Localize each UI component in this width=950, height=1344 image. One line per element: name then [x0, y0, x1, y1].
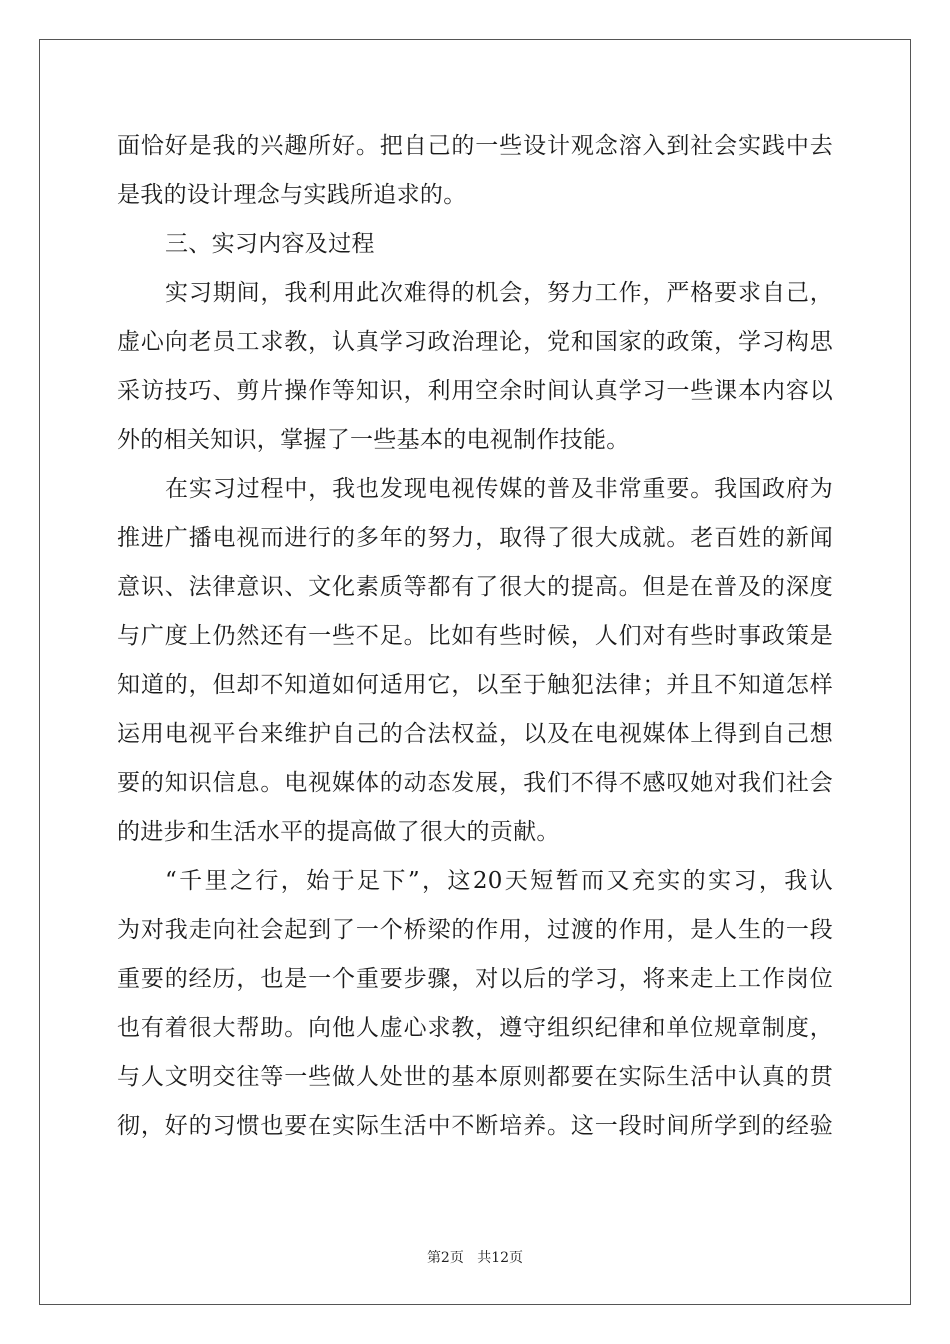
- text-line: 要的知识信息。电视媒体的动态发展，我们不得不感叹她对我们社会: [117, 770, 833, 796]
- page-number-current: 第2页: [426, 1250, 464, 1266]
- text-line: 知道的，但却不知道如何适用它，以至于触犯法律；并且不知道怎样: [117, 672, 833, 698]
- text-line: 也有着很大帮助。向他人虚心求教，遵守组织纪律和单位规章制度，: [117, 1015, 833, 1041]
- text-line: 虚心向老员工求教，认真学习政治理论，党和国家的政策，学习构思: [117, 329, 833, 355]
- text-line: 实习期间，我利用此次难得的机会，努力工作，严格要求自己，: [165, 280, 833, 306]
- text-line: 与广度上仍然还有一些不足。比如有些时候，人们对有些时事政策是: [117, 623, 833, 649]
- text-line: 运用电视平台来维护自己的合法权益，以及在电视媒体上得到自己想: [117, 721, 833, 747]
- text-line: 意识、法律意识、文化素质等都有了很大的提高。但是在普及的深度: [117, 574, 833, 600]
- page-footer: [0, 1247, 950, 1267]
- text-line: 的进步和生活水平的提高做了很大的贡献。: [117, 819, 560, 845]
- text-line: 为对我走向社会起到了一个桥梁的作用，过渡的作用，是人生的一段: [117, 917, 833, 943]
- text-line: 在实习过程中，我也发现电视传媒的普及非常重要。我国政府为: [165, 476, 833, 502]
- text-line: 外的相关知识，掌握了一些基本的电视制作技能。: [117, 427, 630, 453]
- text-line: 是我的设计理念与实践所追求的。: [117, 182, 467, 208]
- text-line: 采访技巧、剪片操作等知识，利用空余时间认真学习一些课本内容以: [117, 378, 833, 404]
- text-line: 彻，好的习惯也要在实际生活中不断培养。这一段时间所学到的经验: [117, 1113, 833, 1139]
- footer-spacer: [464, 1250, 477, 1266]
- text-line: 面恰好是我的兴趣所好。把自己的一些设计观念溶入到社会实践中去: [117, 133, 833, 159]
- text-line: 推进广播电视而进行的多年的努力，取得了很大成就。老百姓的新闻: [117, 525, 833, 551]
- text-line: 与人文明交往等一些做人处世的基本原则都要在实际生活中认真的贯: [117, 1064, 833, 1090]
- page-number-total: 共12页: [477, 1250, 524, 1266]
- document-body: [117, 122, 833, 1151]
- text-line: 三、实习内容及过程: [165, 231, 375, 257]
- text-line: “千里之行，始于足下”，这20天短暂而又充实的实习，我认: [165, 868, 833, 894]
- text-line: 重要的经历，也是一个重要步骤，对以后的学习，将来走上工作岗位: [117, 966, 833, 992]
